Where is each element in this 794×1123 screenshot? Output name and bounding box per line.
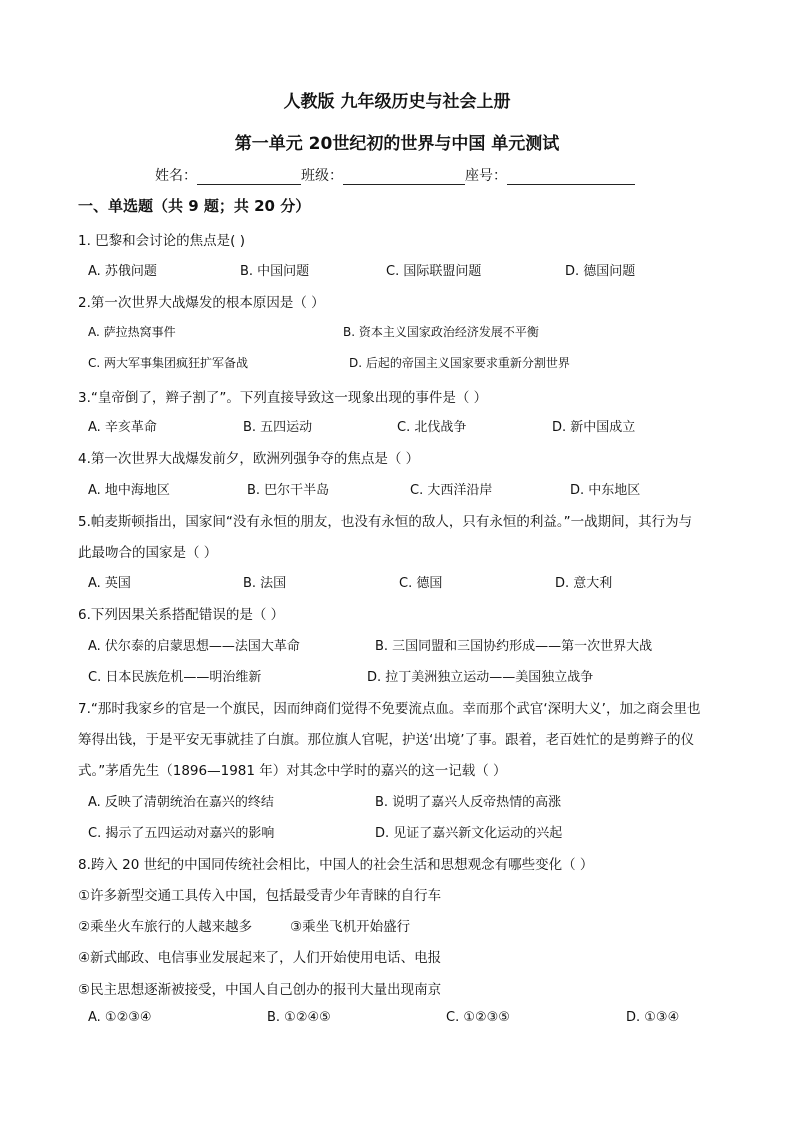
document-title: 人教版 九年级历史与社会上册	[283, 92, 511, 112]
question-8-item-2: ②乘坐火车旅行的人越来越多	[78, 919, 253, 935]
student-info-row	[155, 165, 635, 185]
question-8-item-4: ④新式邮政、电信事业发展起来了，人们开始使用电话、电报	[78, 950, 442, 966]
question-3-option-d[interactable]: D. 新中国成立	[552, 420, 636, 435]
question-7-option-b[interactable]: B. 说明了嘉兴人反帝热情的高涨	[375, 795, 562, 810]
question-1-stem: 1. 巴黎和会讨论的焦点是( )	[78, 233, 245, 249]
class-label: 班级：	[301, 168, 343, 184]
question-8-stem: 8.跨入 20 世纪的中国同传统社会相比，中国人的社会生活和思想观念有哪些变化（ ）	[78, 857, 594, 873]
question-8-item-1: ①许多新型交通工具传入中国，包括最受青少年青睐的自行车	[78, 888, 442, 904]
question-4-option-c[interactable]: C. 大西洋沿岸	[410, 483, 493, 498]
question-5-option-b[interactable]: B. 法国	[243, 576, 287, 591]
question-2-option-b[interactable]: B. 资本主义国家政治经济发展不平衡	[343, 325, 539, 339]
question-7-stem-line-3: 式。”茅盾先生（1896—1981 年）对其念中学时的嘉兴的这一记载（ ）	[78, 763, 507, 779]
question-8-option-d[interactable]: D. ①③④	[626, 1010, 680, 1025]
question-3-option-a[interactable]: A. 辛亥革命	[88, 420, 157, 435]
name-field[interactable]	[197, 170, 301, 185]
question-3-option-b[interactable]: B. 五四运动	[243, 420, 313, 435]
question-6-option-d[interactable]: D. 拉丁美洲独立运动——美国独立战争	[367, 670, 594, 685]
name-label: 姓名：	[155, 168, 197, 184]
question-1-option-c[interactable]: C. 国际联盟问题	[386, 264, 482, 279]
question-5-option-a[interactable]: A. 英国	[88, 576, 131, 591]
seat-field[interactable]	[507, 170, 635, 185]
question-5-stem-line-1: 5.帕麦斯顿指出，国家间“没有永恒的朋友，也没有永恒的敌人，只有永恒的利益。”一战期间，其行为与	[78, 514, 693, 530]
question-6-option-b[interactable]: B. 三国同盟和三国协约形成——第一次世界大战	[375, 639, 653, 654]
class-field[interactable]	[343, 170, 465, 185]
question-4-option-d[interactable]: D. 中东地区	[570, 483, 641, 498]
question-3-stem: 3.“皇帝倒了，辫子割了”。下列直接导致这一现象出现的事件是（ ）	[78, 390, 488, 406]
question-1-option-a[interactable]: A. 苏俄问题	[88, 264, 157, 279]
question-8-item-3: ③乘坐飞机开始盛行	[290, 919, 411, 935]
question-2-option-d[interactable]: D. 后起的帝国主义国家要求重新分割世界	[349, 356, 570, 370]
question-8-item-5: ⑤民主思想逐渐被接受，中国人自己创办的报刊大量出现南京	[78, 982, 442, 998]
question-7-stem-line-2: 筹得出钱，于是平安无事就挂了白旗。那位旗人官呢，护送‘出境’了事。跟着，老百姓忙的是剪辫子的仪	[78, 732, 695, 748]
question-6-option-a[interactable]: A. 伏尔泰的启蒙思想——法国大革命	[88, 639, 300, 654]
question-3-option-c[interactable]: C. 北伐战争	[397, 420, 467, 435]
question-7-stem-line-1: 7.“那时我家乡的官是一个旗民，因而绅商们觉得不免要流点血。幸而那个武官‘深明大义’，加之商会里也	[78, 701, 701, 717]
document-subtitle: 第一单元 20世纪初的世界与中国 单元测试	[234, 134, 560, 154]
question-6-stem: 6.下列因果关系搭配错误的是（ ）	[78, 607, 285, 623]
question-7-option-a[interactable]: A. 反映了清朝统治在嘉兴的终结	[88, 795, 274, 810]
question-8-option-c[interactable]: C. ①②③⑤	[446, 1010, 510, 1025]
question-1-option-b[interactable]: B. 中国问题	[240, 264, 310, 279]
question-1-option-d[interactable]: D. 德国问题	[565, 264, 636, 279]
question-5-option-c[interactable]: C. 德国	[399, 576, 443, 591]
question-8-option-b[interactable]: B. ①②④⑤	[267, 1010, 331, 1025]
section-heading: 一、单选题（共 9 题；共 20 分）	[78, 197, 311, 215]
question-5-option-d[interactable]: D. 意大利	[555, 576, 613, 591]
question-4-stem: 4.第一次世界大战爆发前夕，欧洲列强争夺的焦点是（ ）	[78, 451, 420, 467]
question-2-option-c[interactable]: C. 两大军事集团疯狂扩军备战	[88, 356, 249, 370]
question-2-stem: 2.第一次世界大战爆发的根本原因是（ ）	[78, 295, 325, 311]
question-2-option-a[interactable]: A. 萨拉热窝事件	[88, 325, 176, 339]
question-8-option-a[interactable]: A. ①②③④	[88, 1010, 152, 1025]
question-7-option-d[interactable]: D. 见证了嘉兴新文化运动的兴起	[375, 826, 563, 841]
question-7-option-c[interactable]: C. 揭示了五四运动对嘉兴的影响	[88, 826, 275, 841]
seat-label: 座号：	[465, 168, 507, 184]
question-4-option-a[interactable]: A. 地中海地区	[88, 483, 170, 498]
question-4-option-b[interactable]: B. 巴尔干半岛	[247, 483, 330, 498]
question-5-stem-line-2: 此最吻合的国家是（ ）	[78, 545, 218, 561]
question-6-option-c[interactable]: C. 日本民族危机——明治维新	[88, 670, 262, 685]
